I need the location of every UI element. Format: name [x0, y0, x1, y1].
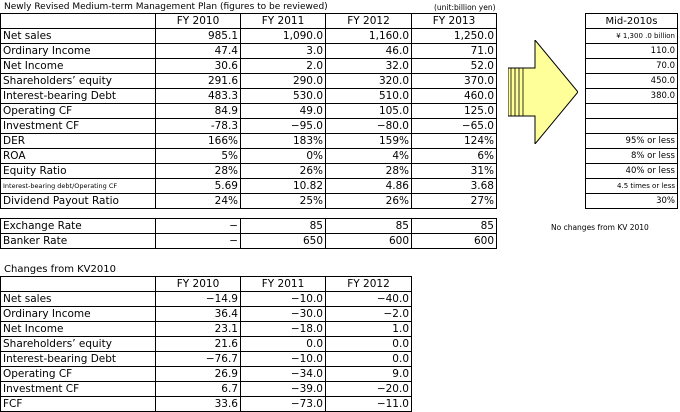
row-label: Net Income	[1, 322, 156, 337]
row-value: 183%	[241, 134, 326, 149]
row-value: 460.0	[412, 89, 497, 104]
table-row	[586, 89, 678, 104]
row-value: 650	[241, 234, 326, 249]
row-value: 33.6	[156, 397, 241, 412]
table-row	[1, 149, 497, 164]
header-fy2010: FY 2010	[156, 14, 241, 29]
changes-header-fy2010: FY 2010	[156, 277, 241, 292]
row-value: −40.0	[326, 292, 412, 307]
row-value: 84.9	[156, 104, 241, 119]
arrow-shape	[508, 40, 578, 144]
row-value: −39.0	[241, 382, 326, 397]
table-row	[1, 104, 497, 119]
row-value: −80.0	[326, 119, 412, 134]
row-value: −	[156, 234, 241, 249]
changes-header-fy2011: FY 2011	[241, 277, 326, 292]
row-value: 52.0	[412, 59, 497, 74]
row-value: 5.69	[156, 179, 241, 194]
row-value: 0.0	[326, 337, 412, 352]
row-value: 530.0	[241, 89, 326, 104]
row-label: FCF	[1, 397, 156, 412]
table-row	[586, 74, 678, 89]
table-row	[586, 44, 678, 59]
row-label: Ordinary Income	[1, 307, 156, 322]
table-row	[1, 89, 497, 104]
no-changes-note: No changes from KV 2010	[551, 223, 649, 232]
changes-title: Changes from KV2010	[4, 264, 116, 275]
row-label: Operating CF	[1, 104, 156, 119]
table-row	[586, 59, 678, 74]
row-value: 46.0	[326, 44, 412, 59]
row-label: Net sales	[1, 29, 156, 44]
row-value: 26%	[241, 164, 326, 179]
row-value: 124%	[412, 134, 497, 149]
row-value: 320.0	[326, 74, 412, 89]
header-fy2012: FY 2012	[326, 14, 412, 29]
row-label: Dividend Payout Ratio	[1, 194, 156, 209]
row-label: Net Income	[1, 59, 156, 74]
row-value: 28%	[156, 164, 241, 179]
table-row	[1, 134, 497, 149]
row-value: −	[156, 219, 241, 234]
mid-value: 110.0	[586, 44, 678, 59]
table-row	[586, 104, 678, 119]
table-row	[1, 59, 497, 74]
table-row	[1, 322, 412, 337]
table-row	[586, 164, 678, 179]
row-value: 2.0	[241, 59, 326, 74]
row-value: 23.1	[156, 322, 241, 337]
row-value: 6%	[412, 149, 497, 164]
row-value: 85	[241, 219, 326, 234]
table-row	[1, 292, 412, 307]
row-value: 71.0	[412, 44, 497, 59]
row-value: 600	[412, 234, 497, 249]
row-value: 85	[412, 219, 497, 234]
row-label: Operating CF	[1, 367, 156, 382]
row-value: 21.6	[156, 337, 241, 352]
mid-value: 8% or less	[586, 149, 678, 164]
table-row	[1, 119, 497, 134]
row-value: 10.82	[241, 179, 326, 194]
row-value: −11.0	[326, 397, 412, 412]
row-value: 0.0	[241, 337, 326, 352]
row-value: −2.0	[326, 307, 412, 322]
table-row	[1, 219, 497, 234]
row-value: −10.0	[241, 292, 326, 307]
row-value: 5%	[156, 149, 241, 164]
row-value: 483.3	[156, 89, 241, 104]
table-row	[1, 74, 497, 89]
rate-table	[0, 218, 497, 249]
row-value: 1,250.0	[412, 29, 497, 44]
mid-header-row	[586, 14, 678, 29]
row-value: 47.4	[156, 44, 241, 59]
table-row	[1, 397, 412, 412]
table-row	[1, 29, 497, 44]
mid-value	[586, 119, 678, 134]
row-value: 1.0	[326, 322, 412, 337]
row-label: Shareholders’ equity	[1, 337, 156, 352]
changes-table	[0, 276, 412, 412]
mid-value: 380.0	[586, 89, 678, 104]
row-value: 1,090.0	[241, 29, 326, 44]
row-value: 25%	[241, 194, 326, 209]
row-value: −65.0	[412, 119, 497, 134]
row-value: 3.0	[241, 44, 326, 59]
row-value: 125.0	[412, 104, 497, 119]
row-label: Ordinary Income	[1, 44, 156, 59]
row-value: 3.68	[412, 179, 497, 194]
row-value: −14.9	[156, 292, 241, 307]
row-value: −10.0	[241, 352, 326, 367]
row-value: 600	[326, 234, 412, 249]
row-value: 291.6	[156, 74, 241, 89]
row-value: −95.0	[241, 119, 326, 134]
row-value: 27%	[412, 194, 497, 209]
row-label: Interest-bearing debt/Operating CF	[1, 179, 156, 194]
row-value: 166%	[156, 134, 241, 149]
changes-header-row	[1, 277, 412, 292]
row-value: 26.9	[156, 367, 241, 382]
row-value: 290.0	[241, 74, 326, 89]
unit-label: (unit:billion yen)	[434, 3, 496, 12]
mid-value: 30%	[586, 194, 678, 209]
row-label: Investment CF	[1, 119, 156, 134]
row-value: 31%	[412, 164, 497, 179]
table-row	[1, 307, 412, 322]
row-value: 36.4	[156, 307, 241, 322]
row-value: 24%	[156, 194, 241, 209]
mid-2010s-table	[585, 13, 678, 209]
table-row	[586, 179, 678, 194]
table-row	[586, 149, 678, 164]
mid-value: 450.0	[586, 74, 678, 89]
mid-value: 4.5 times or less	[586, 179, 678, 194]
row-value: −18.0	[241, 322, 326, 337]
row-value: −20.0	[326, 382, 412, 397]
row-label: Interest-bearing Debt	[1, 352, 156, 367]
row-label: Investment CF	[1, 382, 156, 397]
row-label: Interest-bearing Debt	[1, 89, 156, 104]
table-row	[1, 367, 412, 382]
table-row	[1, 234, 497, 249]
row-value: 4.86	[326, 179, 412, 194]
mid-value: ¥ 1,300 .0 billion	[586, 29, 678, 44]
row-label: Banker Rate	[1, 234, 156, 249]
row-label: Equity Ratio	[1, 164, 156, 179]
mid-value: 70.0	[586, 59, 678, 74]
header-corner	[1, 14, 156, 29]
mid-value: 40% or less	[586, 164, 678, 179]
row-value: 49.0	[241, 104, 326, 119]
table-row	[1, 194, 497, 209]
table-row	[586, 119, 678, 134]
mid-value: 95% or less	[586, 134, 678, 149]
row-value: 1,160.0	[326, 29, 412, 44]
row-value: −76.7	[156, 352, 241, 367]
table-row	[586, 29, 678, 44]
row-value: 0%	[241, 149, 326, 164]
row-value: 105.0	[326, 104, 412, 119]
changes-header-fy2012: FY 2012	[326, 277, 412, 292]
row-label: Exchange Rate	[1, 219, 156, 234]
table-row	[1, 352, 412, 367]
changes-header-corner	[1, 277, 156, 292]
main-table	[0, 13, 497, 209]
row-value: −34.0	[241, 367, 326, 382]
table-row	[586, 134, 678, 149]
table-row	[1, 382, 412, 397]
mid-2010s-header: Mid-2010s	[586, 14, 678, 29]
row-value: 32.0	[326, 59, 412, 74]
mid-value	[586, 104, 678, 119]
table-row	[1, 44, 497, 59]
row-value: 6.7	[156, 382, 241, 397]
row-label: ROA	[1, 149, 156, 164]
table-row	[1, 179, 497, 194]
row-value: 28%	[326, 164, 412, 179]
row-label: DER	[1, 134, 156, 149]
row-label: Net sales	[1, 292, 156, 307]
plan-title: Newly Revised Medium-term Management Plan (figures to be reviewed)	[4, 2, 328, 12]
row-label: Shareholders’ equity	[1, 74, 156, 89]
header-fy2011: FY 2011	[241, 14, 326, 29]
table-row	[1, 337, 412, 352]
table-row	[1, 164, 497, 179]
row-value: −30.0	[241, 307, 326, 322]
header-fy2013: FY 2013	[412, 14, 497, 29]
table-row	[586, 194, 678, 209]
row-value: 510.0	[326, 89, 412, 104]
row-value: 26%	[326, 194, 412, 209]
row-value: 30.6	[156, 59, 241, 74]
row-value: 370.0	[412, 74, 497, 89]
row-value: 9.0	[326, 367, 412, 382]
row-value: 985.1	[156, 29, 241, 44]
row-value: -78.3	[156, 119, 241, 134]
row-value: −73.0	[241, 397, 326, 412]
row-value: 4%	[326, 149, 412, 164]
main-header-row	[1, 14, 497, 29]
row-value: 0.0	[326, 352, 412, 367]
row-value: 85	[326, 219, 412, 234]
row-value: 159%	[326, 134, 412, 149]
